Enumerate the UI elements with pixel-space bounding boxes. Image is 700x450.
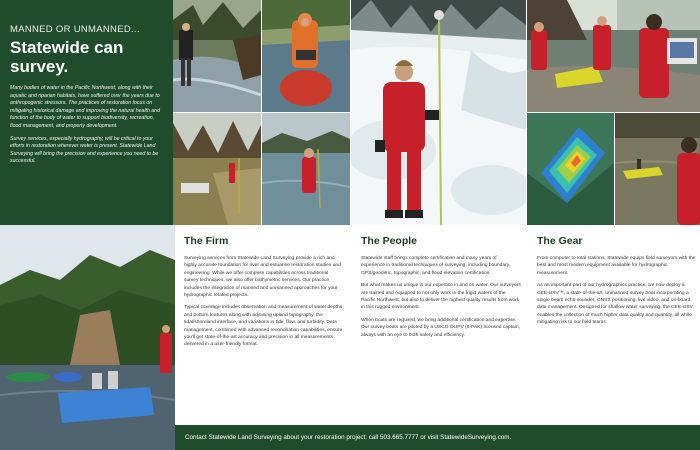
photo-wading-surveyor (262, 113, 350, 225)
column-title: The Gear (537, 235, 583, 247)
contact-footer: Contact Statewide Land Surveying about your restoration project: call 503.665.7777 or visit StatewideSurveying.com. (175, 425, 700, 450)
column-paragraph: When boats are required, we bring additional certification and expertise. Our survey boats are piloted by a USCG OUPV (6-PAK) licensed captain, always with an eye to both safety and efficiency. (361, 317, 520, 338)
photo-field-surveyor (173, 113, 261, 225)
photo-bathymetric-map (527, 113, 614, 225)
intro-kicker: MANNED OR UNMANNED... (10, 24, 140, 35)
content-section (0, 225, 700, 450)
column-paragraph: From computer to total stations, Statewide equips field surveyors with the best and most modern equipment available for hydrographic measurement. (537, 256, 696, 276)
photo-snow-surveyor (351, 0, 526, 225)
column-paragraph: Surveying services from Statewide Land Surveying provide a rich and highly accurate foundation for river and estuarine restoration studies and engineering. While we offer complete capabilities across traditional survey techniques, we also offer bathymetric services. Our practice includes the integration of manned and unmanned approaches for your hydrographic related projects. (184, 256, 341, 299)
column-the-firm (184, 235, 344, 354)
column-title: The People (361, 235, 418, 247)
column-title: The Firm (184, 235, 229, 247)
column-paragraph: Typical coverage includes observation and measurement of water depths and bottom features along with adjoining upland topography, the tidal/shoreland interface, and variations in tide, flow, and turbidity. Data management, combined with advanced reconciliation capabilities, ensure you'll get state-of-the-art accuracy and precision in all measurements delivered in a user-friendly format. (184, 305, 343, 348)
column-the-gear (537, 235, 697, 332)
photo-kayak-surveyor (262, 0, 350, 112)
photo-stream-surveyor (173, 0, 261, 112)
intro-panel (0, 0, 173, 225)
column-paragraph: As an important part of our hydrographics practice, we now deploy a CEE-USV™, a state-of-the-art, unmanned survey boat incorporating a single beam echo sounder, GNSS positioning, live video, and on-board data management. Designed for shallow water surveying, the CEE-USV enables the collection of much higher data quality and quantity, all while mitigating risk to our field teams. (537, 283, 693, 326)
column-paragraph: Statewide staff brings complete certification and many years of experience in traditional techniques of surveying, including boundary, GPS/geodetic, topographic, and flood elevation certification. (361, 256, 511, 276)
photo-usv-boat (615, 113, 700, 225)
column-paragraph: But what makes us unique is our expertise in and on water. Our surveyors are trained and equipped to not only work in the frigid waters of the Pacific Northwest, but also to deliver the highest quality results from work in this rugged environment. (361, 283, 521, 311)
intro-paragraph: Many bodies of water in the Pacific Northwest, along with their aquatic and riparian habitats, have suffered over the years due to anthropogenic stressors. The practices of restoration focus on mitigating historical damage and improving the natural health and function of the body of water to support biodiversity, recreation, flood management, and property development. (10, 85, 160, 129)
photo-river-blue-boat (0, 225, 175, 450)
intro-headline: Statewide can survey. (10, 38, 124, 76)
info-columns (175, 225, 700, 425)
intro-paragraph: Survey services, especially hydrography, will be critical to your efforts in restoration wherever water is present. Statewide Land Surveying will bring the precision and experience you need to be successful. (10, 135, 159, 165)
column-the-people (361, 235, 521, 344)
photo-yellow-boat-team (527, 0, 700, 112)
